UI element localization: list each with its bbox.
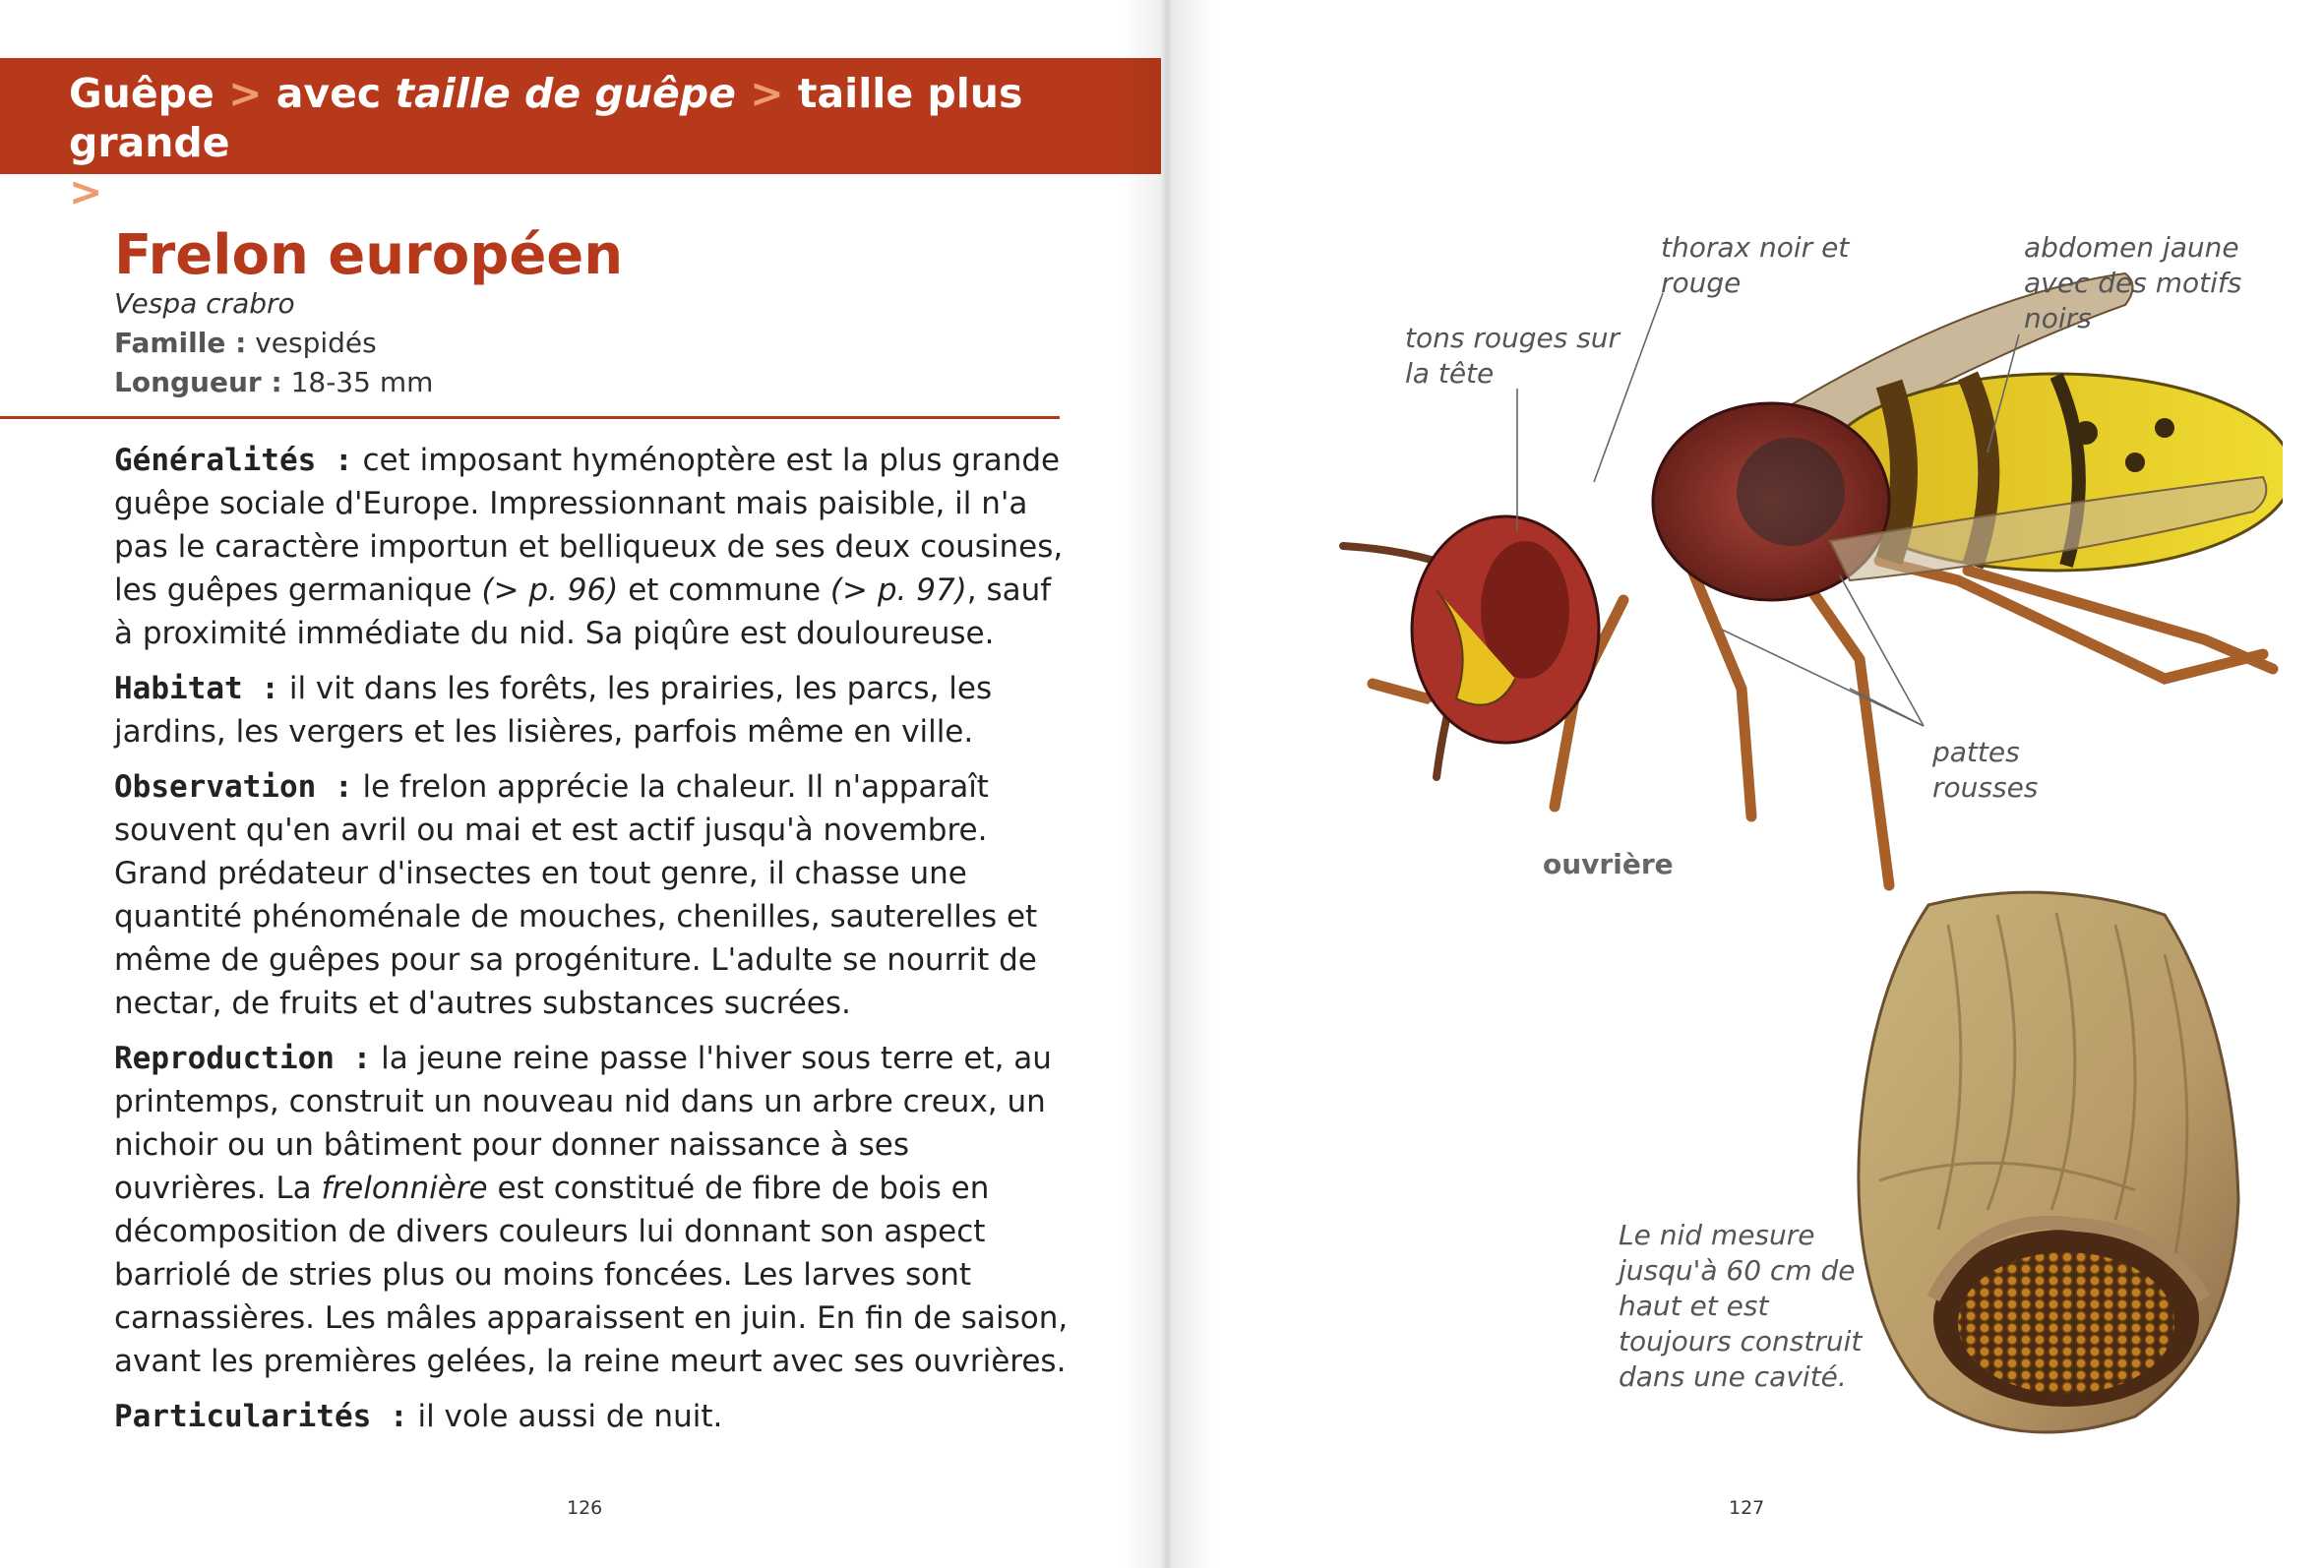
page-number-right: 127	[1729, 1497, 1765, 1519]
section-label: Observation :	[114, 769, 353, 805]
breadcrumb-item-italic: taille de guêpe	[395, 70, 736, 117]
famille-label: Famille :	[114, 327, 247, 359]
species-title: Frelon européen	[114, 223, 624, 287]
label-abdomen: abdomen jaune avec des motifs noirs	[2024, 231, 2242, 334]
longueur-value: 18-35 mm	[290, 366, 434, 398]
longueur-label: Longueur :	[114, 366, 282, 398]
label-nest: Le nid mesure jusqu'à 60 cm de haut et est toujours construit dans une cavité.	[1619, 1219, 1863, 1393]
divider	[0, 416, 1060, 419]
paragraph-text: il vole aussi de nuit.	[407, 1399, 723, 1434]
breadcrumb-item: taille plus grande	[69, 70, 1023, 166]
breadcrumb-separator: >	[750, 70, 784, 117]
latin-name: Vespa crabro	[114, 287, 295, 320]
italic-term: frelonnière	[321, 1171, 488, 1206]
breadcrumb-item: jaune et noire	[102, 168, 421, 215]
page-number-left: 126	[567, 1497, 603, 1519]
label-head-color: tons rouges sur la tête	[1405, 322, 1621, 390]
page-reference: (> p. 96)	[481, 573, 619, 608]
label-legs: pattes rousses	[1932, 736, 2039, 804]
paragraph-observation	[114, 765, 1069, 1025]
paragraph-text: et commune	[618, 573, 830, 608]
famille-value: vespidés	[255, 327, 377, 359]
paragraph-text: , sauf à proximité immédiate du nid. Sa piqûre est douloureuse.	[114, 573, 1052, 651]
paragraph-text: est constitué de fibre de bois en décomposition de divers couleurs lui donnant son aspect barriolé de stries plus ou moins foncées. Les larves sont carnassières. Les mâles apparaissent en juin. En fin de saison, avant les premières gelées, la reine meurt avec ses ouvrières.	[114, 1171, 1069, 1379]
paragraph-text: il vit dans les forêts, les prairies, les parcs, les jardins, les vergers et les lisières, parfois même en ville.	[114, 671, 993, 750]
section-label: Généralités :	[114, 443, 353, 478]
section-label: Habitat :	[114, 671, 279, 706]
paragraph-particularites	[114, 1395, 1069, 1438]
breadcrumb-item: Guêpe	[69, 70, 214, 117]
section-label: Particularités :	[114, 1399, 408, 1434]
breadcrumb-separator: >	[69, 168, 103, 215]
left-page	[0, 0, 1161, 1568]
paragraph-reproduction	[114, 1037, 1069, 1383]
breadcrumb	[69, 69, 1131, 216]
section-label: Reproduction :	[114, 1041, 372, 1076]
paragraph-text: la jeune reine passe l'hiver sous terre et, au printemps, construit un nouveau nid dans un arbre creux, un nichoir ou un bâtiment pour donner naissance à ses ouvrières. La	[114, 1041, 1052, 1206]
label-thorax: thorax noir et rouge	[1661, 231, 1850, 299]
label-worker: ouvrière	[1543, 848, 1674, 880]
paragraph-habitat	[114, 667, 1069, 754]
breadcrumb-separator: >	[228, 70, 263, 117]
longueur-row	[114, 365, 433, 400]
paragraph-text: cet imposant hyménoptère est la plus grande guêpe sociale d'Europe. Impressionnant mais paisible, il n'a pas le caractère importun et belliqueux de ses deux cousines, les guêpes germanique	[114, 443, 1064, 608]
paragraph-text: le frelon apprécie la chaleur. Il n'apparaît souvent qu'en avril ou mai et est actif jusqu'à novembre. Grand prédateur d'insectes en tout genre, il chasse une quantité phénoménale de mouches, chenilles, sauterelles et même de guêpes pour sa progéniture. L'adulte se nourrit de nectar, de fruits et d'autres substances sucrées.	[114, 769, 1038, 1021]
page-reference: (> p. 97)	[829, 573, 967, 608]
famille-row	[114, 326, 377, 361]
breadcrumb-item: avec	[275, 70, 396, 117]
description-body	[114, 439, 1069, 1450]
paragraph-generalites	[114, 439, 1069, 655]
